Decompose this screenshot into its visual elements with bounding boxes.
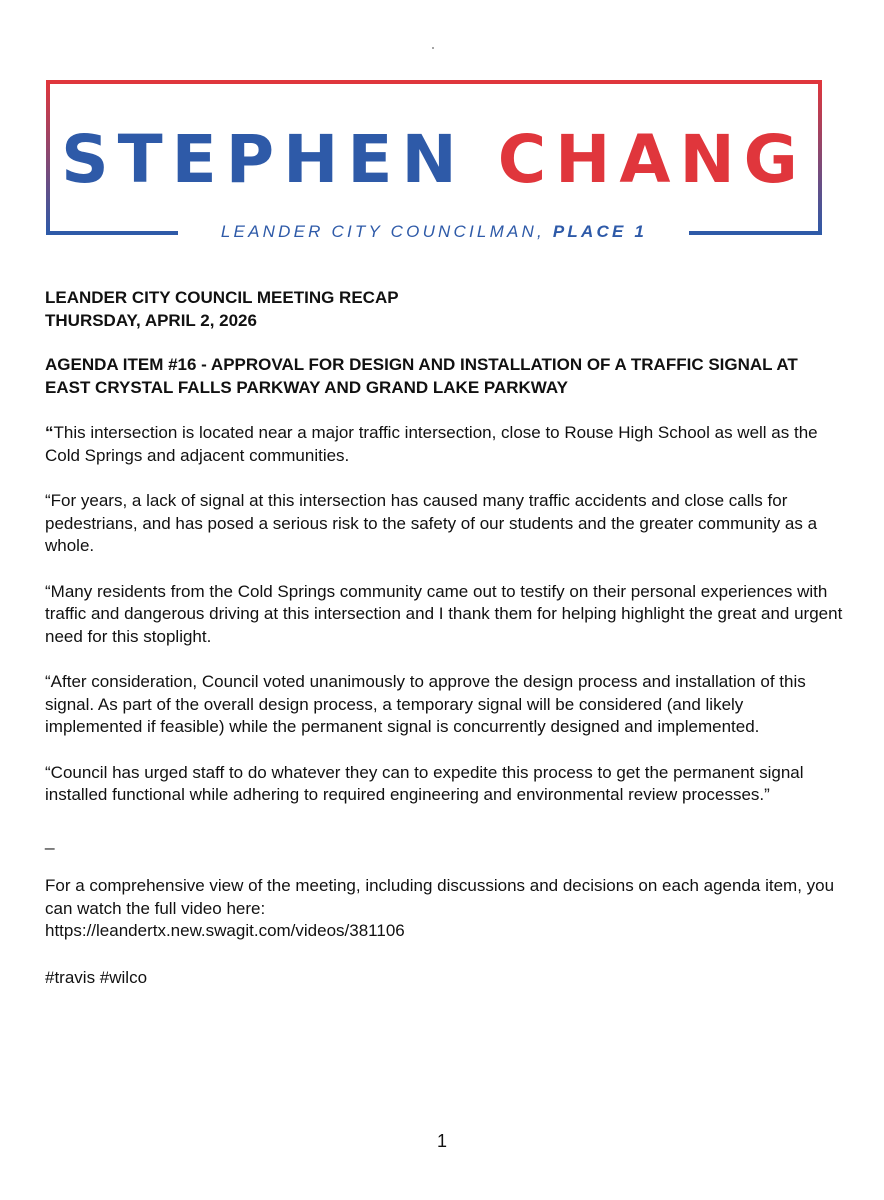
paragraph-4: “After consideration, Council voted unanimously to approve the design process and installation of this signal. As part of the overall design process, a temporary signal will be considered (and likely implemented if feasible) while the permanent signal is concurrently designed and implemented. xyxy=(45,672,806,736)
paragraph-1-text: This intersection is located near a major traffic intersection, close to Rouse High School as well as the Cold Springs and adjacent communities. xyxy=(45,423,818,465)
recap-body xyxy=(45,287,845,989)
hashtags: #travis #wilco xyxy=(45,967,148,987)
logo-subtitle-place: PLACE 1 xyxy=(552,222,648,241)
title-line-1: LEANDER CITY COUNCIL MEETING RECAP xyxy=(45,288,399,307)
open-quote: “ xyxy=(45,423,54,442)
logo-subtitle-main: LEANDER CITY COUNCILMAN, xyxy=(220,222,545,241)
agenda-heading: AGENDA ITEM #16 - APPROVAL FOR DESIGN AND INSTALLATION OF A TRAFFIC SIGNAL AT EAST CRYSTAL FALLS PARKWAY AND GRAND LAKE PARKWAY xyxy=(45,355,798,397)
doc-title xyxy=(45,287,845,332)
paragraph-5: “Council has urged staff to do whatever they can to expedite this process to get the permanent signal installed functional while adhering to required engineering and environmental review processes.” xyxy=(45,762,804,804)
logo-subtitle xyxy=(46,219,822,245)
page-number: 1 xyxy=(436,1131,447,1151)
separator: _ xyxy=(45,830,55,850)
campaign-logo xyxy=(46,80,822,241)
paragraph-1 xyxy=(45,422,845,467)
video-text: For a comprehensive view of the meeting, including discussions and decisions on each agenda item, you can watch the full video here: xyxy=(45,876,835,918)
logo-name xyxy=(46,120,822,200)
scan-speck xyxy=(432,47,434,49)
logo-last-name: CHANG xyxy=(497,121,807,198)
video-callout xyxy=(45,875,845,943)
title-line-2: THURSDAY, APRIL 2, 2026 xyxy=(45,310,257,330)
video-url: https://leandertx.new.swagit.com/videos/381106 xyxy=(45,921,405,940)
paragraph-2: “For years, a lack of signal at this intersection has caused many traffic accidents and close calls for pedestrians, and has posed a serious risk to the safety of our students and the greater community as a whole. xyxy=(45,491,818,555)
logo-first-name: STEPHEN xyxy=(61,121,466,198)
paragraph-3: “Many residents from the Cold Springs community came out to testify on their personal experiences with traffic and dangerous driving at this intersection and I thank them for helping highlight the great and urgent need for this stoplight. xyxy=(45,581,843,646)
